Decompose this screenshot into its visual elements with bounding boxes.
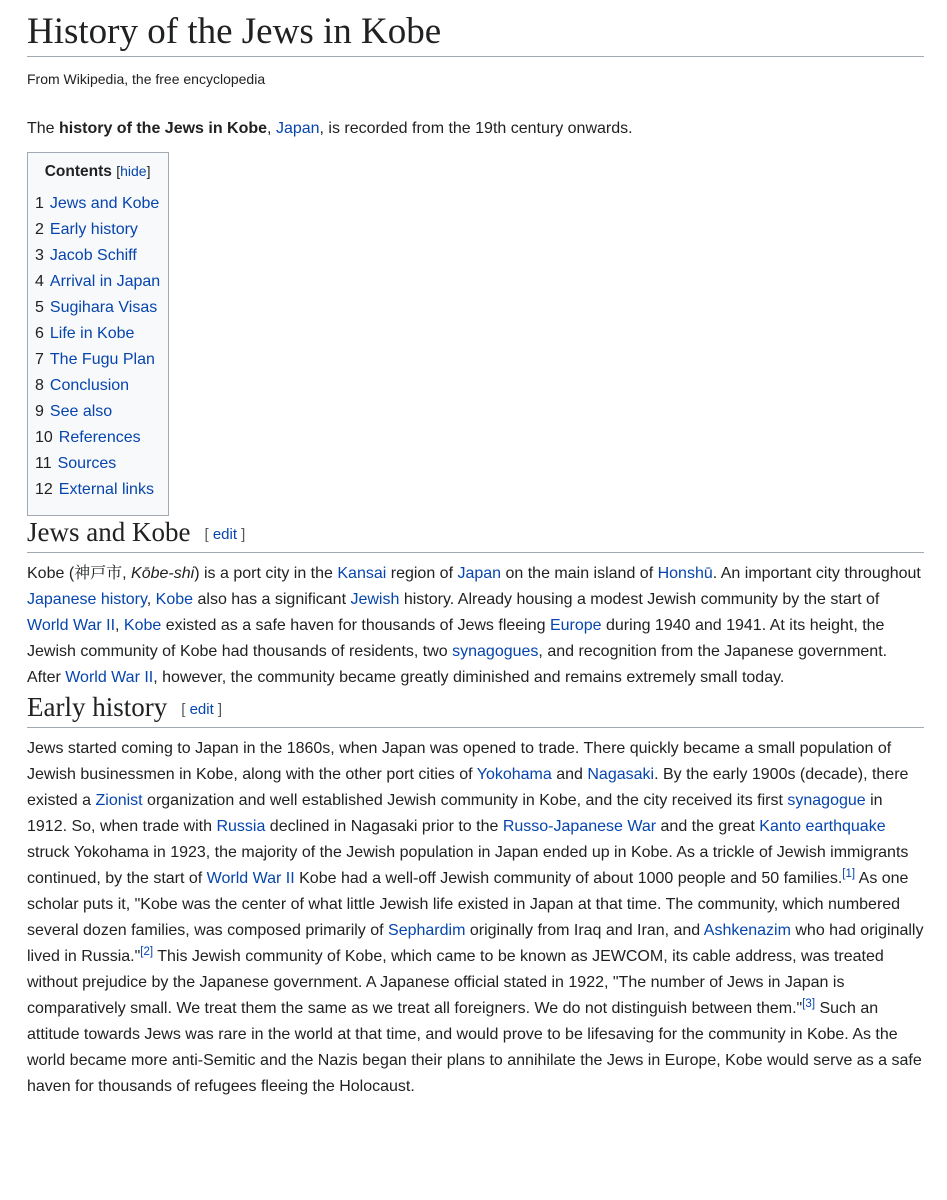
text: history. Already housing a modest Jewish community by the start of bbox=[399, 590, 880, 608]
link-jewish[interactable]: Jewish bbox=[350, 590, 400, 608]
edit-bracket: [ bbox=[204, 526, 213, 544]
link-russo-japanese-war[interactable]: Russo-Japanese War bbox=[502, 817, 657, 835]
toc-link[interactable]: External links bbox=[58, 481, 154, 499]
section-heading-early-history bbox=[27, 691, 924, 728]
toc-link[interactable]: Early history bbox=[49, 221, 138, 239]
section-title: Jews and Kobe bbox=[27, 517, 191, 548]
table-of-contents bbox=[27, 152, 169, 516]
link-kansai[interactable]: Kansai bbox=[337, 564, 387, 582]
text: existed as a safe haven for thousands of Jews fleeing bbox=[161, 616, 550, 634]
toc-number: 12 bbox=[35, 481, 53, 499]
toc-number: 6 bbox=[35, 325, 44, 343]
link-japan[interactable]: Japan bbox=[457, 564, 502, 582]
text: , however, the community became greatly diminished and remains extremely small today. bbox=[153, 668, 785, 686]
site-tagline: From Wikipedia, the free encyclopedia bbox=[27, 71, 266, 88]
text: This Jewish community of Kobe, which came to be known as JEWCOM, its cable address, was treated without prejudice by the Japanese government. A Japanese official stated in 1922, "The number of Jews in Japan is comparatively small. We treat them the same as we treat all foreigners. We do not distinguish between them." bbox=[27, 947, 884, 1017]
text: and bbox=[551, 765, 588, 783]
text: As one scholar puts it, "Kobe was the center of what little Jewish life existed in Japan at that time. The community, which numbered several dozen families, was composed primarily of bbox=[27, 869, 909, 939]
citation[interactable] bbox=[802, 998, 815, 1010]
text: declined in Nagasaki prior to the bbox=[265, 817, 503, 835]
link-kobe[interactable]: Kobe bbox=[155, 590, 194, 608]
text: on the main island of bbox=[501, 564, 658, 582]
text: who had originally lived in Russia." bbox=[27, 921, 924, 965]
section-title: Early history bbox=[27, 691, 168, 722]
toc-item[interactable] bbox=[35, 451, 160, 477]
toc-number: 2 bbox=[35, 221, 44, 239]
citation-link[interactable]: [1] bbox=[842, 867, 856, 880]
toc-bracket: ] bbox=[146, 163, 151, 180]
text: region of bbox=[386, 564, 458, 582]
text: and the great bbox=[656, 817, 760, 835]
citation-link[interactable]: [2] bbox=[140, 945, 154, 958]
toc-link[interactable]: Life in Kobe bbox=[49, 325, 135, 343]
toc-item[interactable] bbox=[35, 399, 160, 425]
toc-item[interactable] bbox=[35, 321, 160, 347]
section-heading-jews-and-kobe bbox=[27, 516, 924, 553]
text: ) is a port city in the bbox=[194, 564, 338, 582]
toc-item[interactable] bbox=[35, 295, 160, 321]
toc-number: 11 bbox=[35, 455, 52, 473]
toc-number: 3 bbox=[35, 247, 44, 265]
page-title: History of the Jews in Kobe bbox=[27, 0, 924, 57]
toc-header bbox=[35, 163, 160, 181]
link-russia[interactable]: Russia bbox=[216, 817, 266, 835]
citation[interactable] bbox=[842, 868, 855, 880]
link-japanese-history[interactable]: Japanese history bbox=[27, 590, 147, 608]
edit-bracket: [ bbox=[181, 700, 190, 718]
text: , and recognition from the Japanese government. After bbox=[27, 642, 888, 686]
link-zionist[interactable]: Zionist bbox=[95, 791, 143, 809]
citation[interactable] bbox=[140, 946, 153, 958]
toc-item[interactable] bbox=[35, 269, 160, 295]
toc-toggle bbox=[116, 163, 150, 179]
link-nagasaki[interactable]: Nagasaki bbox=[587, 765, 655, 783]
lead-text: The bbox=[27, 119, 60, 137]
link-yokohama[interactable]: Yokohama bbox=[476, 765, 552, 783]
toc-number: 8 bbox=[35, 377, 44, 395]
section-paragraph bbox=[27, 561, 924, 691]
toc-number: 9 bbox=[35, 403, 44, 421]
text: . By the early 1900s (decade), there existed a bbox=[27, 765, 909, 809]
link-sephardim[interactable]: Sephardim bbox=[388, 921, 466, 939]
text: , bbox=[146, 590, 156, 608]
link-synagogue[interactable]: synagogue bbox=[787, 791, 866, 809]
link-world-war-ii[interactable]: World War II bbox=[206, 869, 295, 887]
toc-hide-link[interactable]: hide bbox=[120, 163, 147, 180]
text: struck Yokohama in 1923, the majority of the Jewish population in Japan ended up in Kobe. As a trickle of Jewish immigrants continued, by the start of bbox=[27, 843, 909, 887]
text: . An important city throughout bbox=[712, 564, 921, 582]
citation-link[interactable]: [3] bbox=[802, 997, 816, 1010]
link-world-war-ii[interactable]: World War II bbox=[65, 668, 154, 686]
text: during 1940 and 1941. At its height, the Jewish community of Kobe had thousands of residents, two bbox=[27, 616, 885, 660]
toc-item[interactable] bbox=[35, 373, 160, 399]
toc-link[interactable]: Arrival in Japan bbox=[49, 273, 161, 291]
text: also has a significant bbox=[193, 590, 351, 608]
toc-link[interactable]: See also bbox=[49, 403, 113, 421]
toc-item[interactable] bbox=[35, 347, 160, 373]
toc-link[interactable]: Jacob Schiff bbox=[49, 247, 137, 265]
article bbox=[27, 0, 924, 1100]
edit-bracket: ] bbox=[237, 526, 246, 544]
toc-item[interactable] bbox=[35, 217, 160, 243]
edit-link[interactable]: edit bbox=[189, 700, 214, 718]
edit-section bbox=[181, 701, 222, 718]
toc-link[interactable]: References bbox=[58, 429, 141, 447]
text: Jews started coming to Japan in the 1860s, when Japan was opened to trade. There quickly became a small population of Jewish businessmen in Kobe, along with the other port cities of bbox=[27, 739, 892, 783]
text: , bbox=[115, 616, 124, 634]
toc-list bbox=[35, 191, 160, 503]
toc-link[interactable]: The Fugu Plan bbox=[49, 351, 155, 369]
toc-number: 5 bbox=[35, 299, 44, 317]
link-ashkenazim[interactable]: Ashkenazim bbox=[703, 921, 791, 939]
toc-number: 10 bbox=[35, 429, 53, 447]
link-japan[interactable]: Japan bbox=[275, 119, 320, 137]
text: Kobe had a well-off Jewish community of about 1000 people and 50 families. bbox=[294, 869, 843, 887]
toc-item[interactable] bbox=[35, 243, 160, 269]
toc-item[interactable] bbox=[35, 477, 160, 503]
toc-bracket: [ bbox=[116, 163, 121, 180]
romanized-name: Kōbe-shi bbox=[131, 564, 195, 582]
toc-number: 7 bbox=[35, 351, 44, 369]
link-honshu[interactable]: Honshū bbox=[657, 564, 713, 582]
toc-link[interactable]: Sugihara Visas bbox=[49, 299, 158, 317]
toc-number: 1 bbox=[35, 195, 44, 213]
text: Kobe (神戸市, bbox=[27, 564, 132, 582]
toc-item[interactable] bbox=[35, 191, 160, 217]
lead-bold-term: history of the Jews in Kobe bbox=[59, 119, 268, 137]
link-world-war-ii[interactable]: World War II bbox=[27, 616, 116, 634]
toc-link[interactable]: Jews and Kobe bbox=[49, 195, 160, 213]
lead-paragraph bbox=[27, 116, 924, 142]
toc-title: Contents bbox=[44, 163, 112, 181]
edit-link[interactable]: edit bbox=[212, 526, 237, 544]
link-europe[interactable]: Europe bbox=[549, 616, 602, 634]
text: originally from Iraq and Iran, and bbox=[465, 921, 704, 939]
link-kanto-earthquake[interactable]: Kanto earthquake bbox=[759, 817, 886, 835]
lead-text: , is recorded from the 19th century onwards. bbox=[319, 119, 633, 137]
toc-link[interactable]: Sources bbox=[57, 455, 117, 473]
link-synagogues[interactable]: synagogues bbox=[452, 642, 539, 660]
edit-section bbox=[204, 526, 245, 543]
link-kobe[interactable]: Kobe bbox=[123, 616, 162, 634]
edit-bracket: ] bbox=[213, 700, 223, 718]
lead-text: , bbox=[267, 119, 276, 137]
text: organization and well established Jewish community in Kobe, and the city received its first bbox=[142, 791, 788, 809]
section-paragraph bbox=[27, 736, 924, 1100]
toc-number: 4 bbox=[35, 273, 44, 291]
toc-item[interactable] bbox=[35, 425, 160, 451]
text: in 1912. So, when trade with bbox=[27, 791, 883, 835]
text: Such an attitude towards Jews was rare in the world at that time, and would prove to be lifesaving for the community in Kobe. As the world became more anti-Semitic and the Nazis began their plans to annihilate the Jews in Europe, Kobe would serve as a safe haven for thousands of refugees fleeing the Holocaust. bbox=[27, 999, 922, 1095]
toc-link[interactable]: Conclusion bbox=[49, 377, 130, 395]
